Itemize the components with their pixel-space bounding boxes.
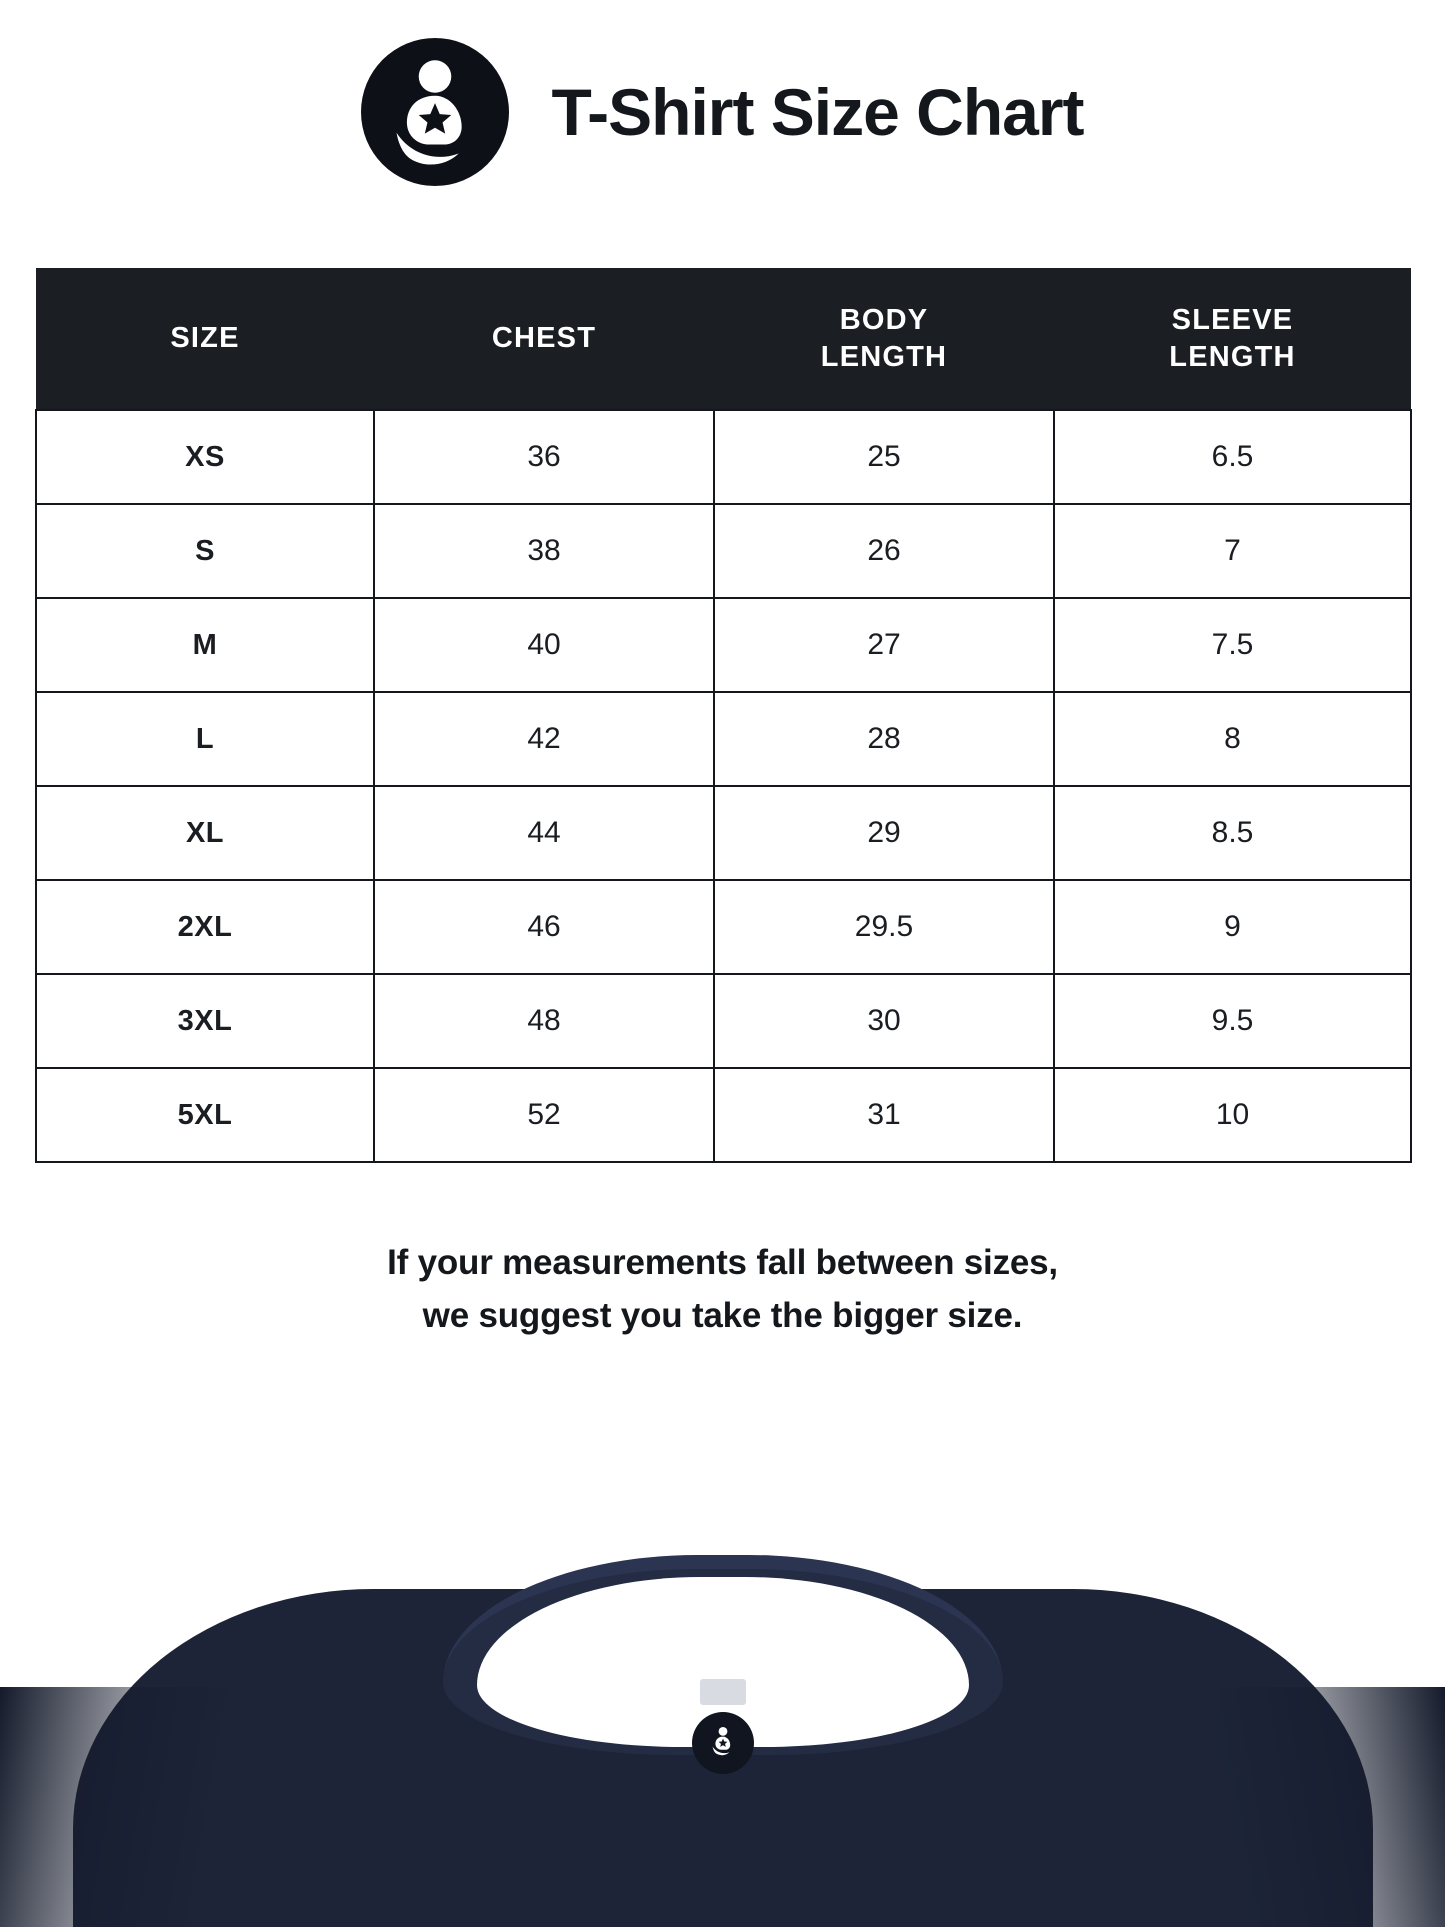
column-header-body-length-line1: BODY bbox=[839, 304, 929, 337]
column-header-chest-line1: CHEST bbox=[491, 322, 597, 355]
person-in-circle-logo-icon bbox=[361, 38, 509, 186]
sizing-note-line1: If your measurements fall between sizes, bbox=[387, 1243, 1058, 1282]
table-row bbox=[36, 692, 1411, 786]
cell-sleeve-length: 9.5 bbox=[1054, 974, 1411, 1068]
cell-size: XS bbox=[36, 410, 374, 504]
table-row bbox=[36, 786, 1411, 880]
cell-size: M bbox=[36, 598, 374, 692]
cell-sleeve-length: 9 bbox=[1054, 880, 1411, 974]
cell-sleeve-length: 8.5 bbox=[1054, 786, 1411, 880]
cell-size: 5XL bbox=[36, 1068, 374, 1162]
cell-size: L bbox=[36, 692, 374, 786]
column-header-size bbox=[36, 268, 374, 410]
cell-chest: 48 bbox=[374, 974, 714, 1068]
table-row bbox=[36, 504, 1411, 598]
tshirt-shadow-right bbox=[1145, 1687, 1445, 1927]
cell-size: 3XL bbox=[36, 974, 374, 1068]
page-header bbox=[0, 0, 1445, 186]
column-header-sleeve-length-line2: LENGTH bbox=[1169, 340, 1296, 373]
column-header-sleeve-length bbox=[1054, 268, 1411, 410]
column-header-body-length-line2: LENGTH bbox=[820, 340, 948, 373]
cell-chest: 52 bbox=[374, 1068, 714, 1162]
table-row bbox=[36, 1068, 1411, 1162]
cell-body-length: 27 bbox=[714, 598, 1054, 692]
page-title: T-Shirt Size Chart bbox=[551, 75, 1084, 149]
tshirt-shadow-left bbox=[0, 1687, 300, 1927]
table-header-row bbox=[36, 268, 1411, 410]
cell-chest: 38 bbox=[374, 504, 714, 598]
cell-chest: 46 bbox=[374, 880, 714, 974]
cell-chest: 42 bbox=[374, 692, 714, 786]
size-chart-table bbox=[35, 268, 1412, 1163]
table-body bbox=[36, 410, 1411, 1162]
cell-chest: 44 bbox=[374, 786, 714, 880]
cell-sleeve-length: 8 bbox=[1054, 692, 1411, 786]
column-header-sleeve-length-line1: SLEEVE bbox=[1171, 304, 1294, 337]
cell-body-length: 29 bbox=[714, 786, 1054, 880]
cell-sleeve-length: 10 bbox=[1054, 1068, 1411, 1162]
sizing-note-line2: we suggest you take the bigger size. bbox=[422, 1295, 1023, 1335]
cell-size: S bbox=[36, 504, 374, 598]
cell-body-length: 28 bbox=[714, 692, 1054, 786]
cell-sleeve-length: 6.5 bbox=[1054, 410, 1411, 504]
table-row bbox=[36, 410, 1411, 504]
tshirt-photo bbox=[0, 1537, 1445, 1927]
column-header-body-length bbox=[714, 268, 1054, 410]
cell-body-length: 25 bbox=[714, 410, 1054, 504]
cell-body-length: 31 bbox=[714, 1068, 1054, 1162]
cell-body-length: 30 bbox=[714, 974, 1054, 1068]
column-header-chest bbox=[374, 268, 714, 410]
cell-body-length: 26 bbox=[714, 504, 1054, 598]
cell-size: XL bbox=[36, 786, 374, 880]
column-header-size-line1: SIZE bbox=[170, 322, 240, 355]
table-row bbox=[36, 974, 1411, 1068]
cell-chest: 36 bbox=[374, 410, 714, 504]
person-in-circle-logo-icon bbox=[703, 1721, 743, 1766]
cell-sleeve-length: 7 bbox=[1054, 504, 1411, 598]
sizing-note bbox=[153, 1237, 1293, 1342]
cell-chest: 40 bbox=[374, 598, 714, 692]
table-row bbox=[36, 598, 1411, 692]
cell-size: 2XL bbox=[36, 880, 374, 974]
neck-badge bbox=[692, 1712, 754, 1774]
table-header bbox=[36, 268, 1411, 410]
care-label-icon bbox=[700, 1679, 746, 1705]
cell-body-length: 29.5 bbox=[714, 880, 1054, 974]
table-row bbox=[36, 880, 1411, 974]
size-chart-table-wrapper bbox=[35, 268, 1410, 1163]
cell-sleeve-length: 7.5 bbox=[1054, 598, 1411, 692]
